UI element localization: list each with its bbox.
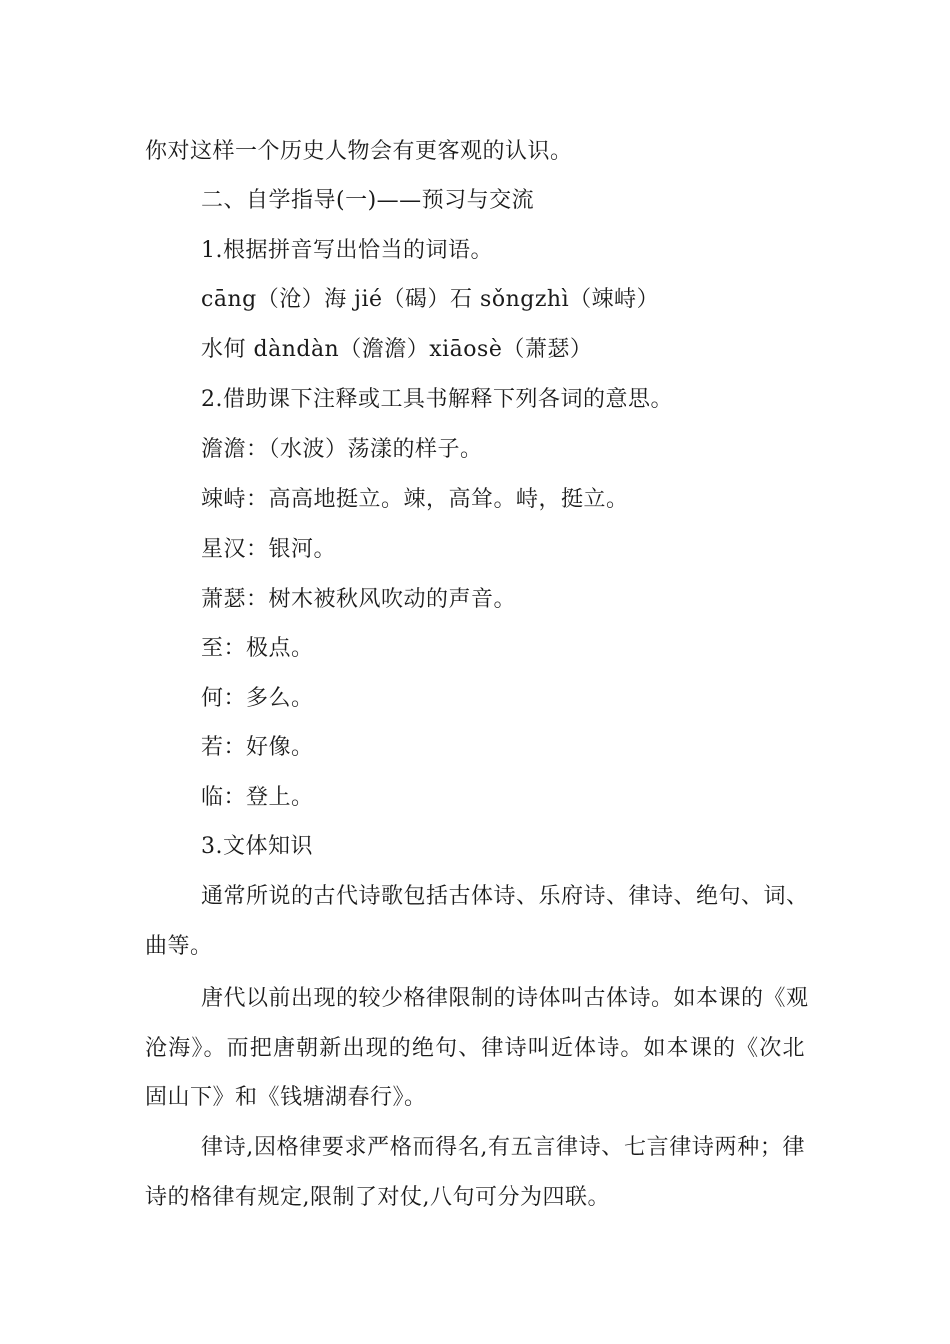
question-2-heading: 2.借助课下注释或工具书解释下列各词的意思。 — [201, 387, 673, 412]
definition-he: 何：多么。 — [201, 686, 314, 711]
paragraph-regulated-verse-line-2: 诗的格律有规定,限制了对仗,八句可分为四联。 — [145, 1185, 610, 1210]
pinyin-line-2: 水何 dàndàn（澹澹）xiāosè（萧瑟） — [201, 337, 593, 362]
question-1-heading: 1.根据拼音写出恰当的词语。 — [201, 238, 493, 263]
paragraph-genres-line-2: 曲等。 — [145, 934, 213, 959]
definition-songzhi: 竦峙：高高地挺立。竦，高耸。峙，挺立。 — [201, 487, 629, 512]
paragraph-ancient-poetry-line-1: 唐代以前出现的较少格律限制的诗体叫古体诗。如本课的《观 — [201, 986, 809, 1011]
definition-xinghan: 星汉：银河。 — [201, 537, 337, 562]
section-heading: 二、自学指导(一)——预习与交流 — [201, 188, 535, 213]
definition-ruo: 若：好像。 — [201, 735, 314, 760]
definition-xiaose: 萧瑟：树木被秋风吹动的声音。 — [201, 587, 517, 612]
paragraph-regulated-verse-line-1: 律诗,因格律要求严格而得名,有五言律诗、七言律诗两种；律 — [201, 1135, 805, 1160]
definition-dandan: 澹澹：（水波）荡漾的样子。 — [201, 437, 483, 462]
definition-lin: 临：登上。 — [201, 785, 314, 810]
question-3-heading: 3.文体知识 — [201, 834, 313, 859]
paragraph-intro-continuation: 你对这样一个历史人物会有更客观的认识。 — [145, 139, 573, 164]
paragraph-ancient-poetry-line-3: 固山下》和《钱塘湖春行》。 — [145, 1085, 427, 1110]
definition-zhi: 至：极点。 — [201, 636, 314, 661]
paragraph-ancient-poetry-line-2: 沧海》。而把唐朝新出现的绝句、律诗叫近体诗。如本课的《次北 — [145, 1036, 805, 1061]
paragraph-genres-line-1: 通常所说的古代诗歌包括古体诗、乐府诗、律诗、绝句、词、 — [201, 884, 809, 909]
pinyin-line-1: cāng（沧）海 jié（碣）石 sǒngzhì（竦峙） — [201, 287, 660, 312]
